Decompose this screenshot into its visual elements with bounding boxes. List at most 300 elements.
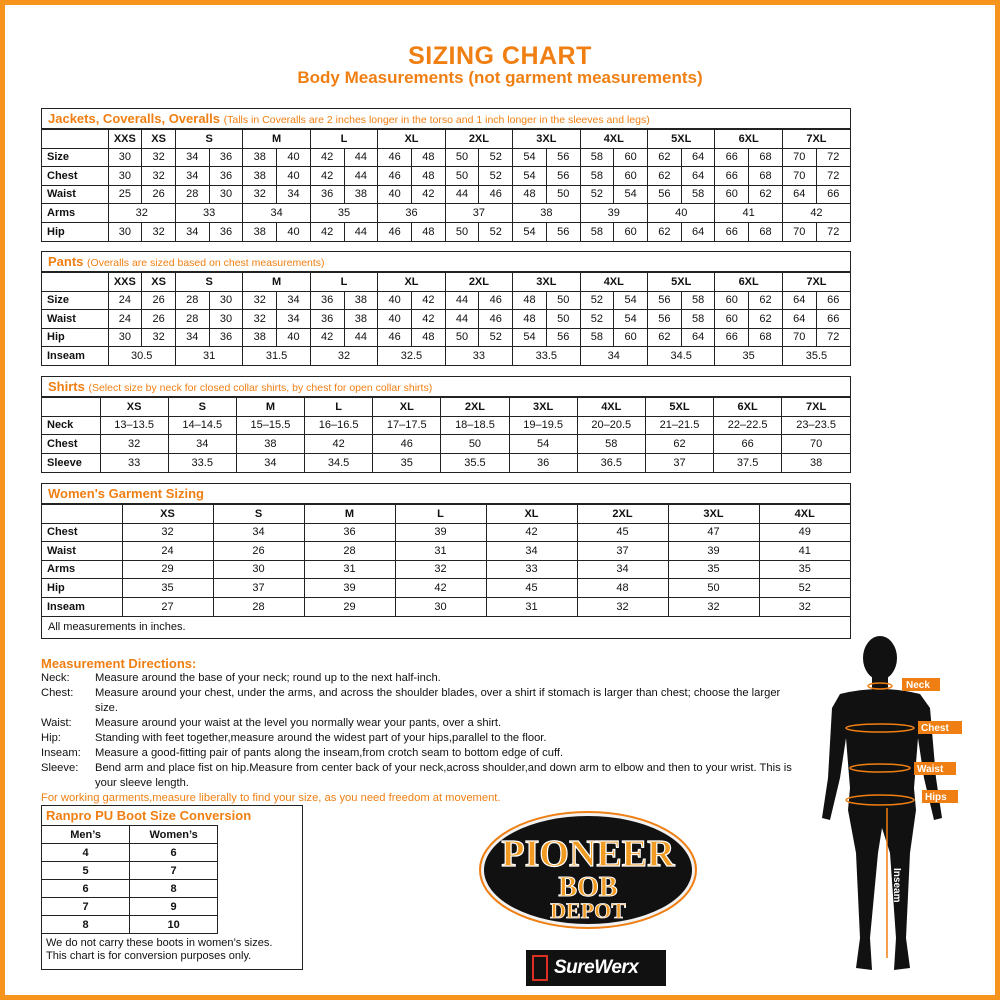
table-row [42, 597, 850, 616]
table-row [42, 204, 850, 223]
value-cell: 60 [614, 148, 648, 167]
boot-col-women: Women’s [130, 826, 218, 844]
row-label: Inseam [42, 347, 108, 366]
size-header-cell: L [395, 505, 486, 524]
value-cell: 32 [142, 167, 176, 186]
table-row [42, 453, 850, 472]
value-cell: 17–17.5 [373, 416, 441, 435]
row-label: Waist [42, 185, 108, 204]
value-cell: 66 [816, 185, 850, 204]
page-subtitle: Body Measurements (not garment measurements) [297, 68, 703, 87]
size-header-cell: XL [373, 398, 441, 417]
value-cell: 32 [108, 204, 175, 223]
value-cell: 24 [108, 291, 142, 310]
value-cell: 31 [486, 597, 577, 616]
size-header-row [42, 273, 850, 292]
table-row [42, 435, 850, 454]
value-cell: 50 [445, 328, 479, 347]
boot-men-size: 8 [42, 916, 130, 934]
value-cell: 32 [100, 435, 168, 454]
value-cell: 38 [243, 222, 277, 241]
size-header-cell: XS [100, 398, 168, 417]
value-cell: 49 [759, 523, 850, 542]
size-header-cell: S [175, 273, 242, 292]
table-row [42, 880, 218, 898]
row-label: Waist [42, 310, 108, 329]
value-cell: 70 [782, 167, 816, 186]
value-cell: 40 [648, 204, 715, 223]
value-cell: 62 [648, 222, 682, 241]
value-cell: 60 [614, 167, 648, 186]
size-header-cell: 5XL [648, 273, 715, 292]
value-cell: 52 [479, 328, 513, 347]
value-cell: 15–15.5 [236, 416, 304, 435]
direction-item [41, 686, 801, 716]
surewerx-logo [526, 950, 666, 986]
value-cell: 30 [108, 167, 142, 186]
value-cell: 35.5 [441, 453, 509, 472]
value-cell: 44 [445, 185, 479, 204]
size-header-cell: 3XL [668, 505, 759, 524]
table-row [42, 416, 850, 435]
size-header-cell: 4XL [580, 130, 647, 149]
size-header-cell: 7XL [782, 130, 850, 149]
table-row [42, 148, 850, 167]
value-cell: 42 [310, 167, 344, 186]
pioneer-bob-depot-logo [476, 808, 700, 932]
value-cell: 68 [749, 148, 783, 167]
value-cell: 46 [378, 167, 412, 186]
value-cell: 42 [310, 148, 344, 167]
value-cell: 24 [122, 542, 213, 561]
value-cell: 50 [441, 435, 509, 454]
value-cell: 68 [749, 328, 783, 347]
direction-text: Measure around your waist at the level you normally wear your pants, over a shirt. [95, 717, 502, 729]
value-cell: 70 [782, 222, 816, 241]
value-cell: 66 [816, 291, 850, 310]
value-cell: 34 [580, 347, 647, 366]
boot-men-size: 5 [42, 862, 130, 880]
figure-waist-label: Waist [917, 764, 944, 775]
value-cell: 72 [816, 222, 850, 241]
directions-heading: Measurement Directions: [41, 656, 197, 671]
value-cell: 44 [445, 310, 479, 329]
value-cell: 40 [277, 222, 311, 241]
value-cell: 40 [277, 167, 311, 186]
value-cell: 37.5 [714, 453, 782, 472]
row-label: Hip [42, 328, 108, 347]
table-row [42, 347, 850, 366]
boot-women-size: 10 [130, 916, 218, 934]
value-cell: 42 [395, 579, 486, 598]
pants-grid [42, 272, 850, 365]
value-cell: 32.5 [378, 347, 445, 366]
value-cell: 30.5 [108, 347, 175, 366]
value-cell: 62 [749, 291, 783, 310]
value-cell: 58 [580, 167, 614, 186]
size-header-cell: 3XL [513, 273, 580, 292]
shirts-header [42, 377, 850, 397]
size-header-cell: 4XL [577, 398, 645, 417]
value-cell: 35 [122, 579, 213, 598]
value-cell: 26 [142, 185, 176, 204]
value-cell: 39 [304, 579, 395, 598]
value-cell: 34 [175, 328, 209, 347]
value-cell: 33 [486, 560, 577, 579]
jackets-header [42, 109, 850, 129]
value-cell: 48 [513, 291, 547, 310]
boot-conversion [41, 805, 303, 970]
boot-grid [42, 825, 218, 934]
value-cell: 66 [715, 222, 749, 241]
directions-tip: For working garments,measure liberally to find your size, as you need freedom at movement. [41, 792, 501, 804]
table-row [42, 523, 850, 542]
value-cell: 34 [243, 204, 310, 223]
value-cell: 62 [648, 328, 682, 347]
value-cell: 36 [209, 148, 243, 167]
value-cell: 27 [122, 597, 213, 616]
value-cell: 48 [411, 167, 445, 186]
value-cell: 35 [668, 560, 759, 579]
value-cell: 62 [749, 185, 783, 204]
size-header-cell: S [213, 505, 304, 524]
value-cell: 54 [509, 435, 577, 454]
value-cell: 37 [645, 453, 713, 472]
value-cell: 39 [668, 542, 759, 561]
value-cell: 46 [378, 148, 412, 167]
value-cell: 19–19.5 [509, 416, 577, 435]
value-cell: 32 [243, 185, 277, 204]
value-cell: 68 [749, 222, 783, 241]
value-cell: 38 [782, 453, 850, 472]
value-cell: 36 [310, 310, 344, 329]
value-cell: 72 [816, 167, 850, 186]
value-cell: 42 [411, 310, 445, 329]
value-cell: 64 [681, 167, 715, 186]
value-cell: 26 [142, 310, 176, 329]
value-cell: 52 [580, 185, 614, 204]
row-label: Chest [42, 167, 108, 186]
direction-item [41, 731, 801, 746]
boot-women-size: 6 [130, 844, 218, 862]
value-cell: 38 [344, 310, 378, 329]
value-cell: 64 [782, 310, 816, 329]
boot-note-1: We do not carry these boots in women’s sizes. [46, 937, 273, 949]
value-cell: 32 [243, 310, 277, 329]
women-footnote: All measurements in inches. [42, 616, 850, 638]
value-cell: 60 [614, 222, 648, 241]
value-cell: 54 [513, 148, 547, 167]
value-cell: 32 [142, 148, 176, 167]
value-cell: 70 [782, 148, 816, 167]
value-cell: 37 [213, 579, 304, 598]
value-cell: 40 [277, 148, 311, 167]
value-cell: 31 [395, 542, 486, 561]
value-cell: 42 [782, 204, 850, 223]
size-header-cell: L [305, 398, 373, 417]
value-cell: 20–20.5 [577, 416, 645, 435]
row-label: Arms [42, 204, 108, 223]
boot-note [42, 934, 302, 966]
value-cell: 33 [100, 453, 168, 472]
value-cell: 26 [213, 542, 304, 561]
women-header [42, 484, 850, 504]
value-cell: 33.5 [513, 347, 580, 366]
row-label: Inseam [42, 597, 122, 616]
logo-line2: BOB [558, 872, 618, 903]
value-cell: 30 [209, 185, 243, 204]
value-cell: 58 [577, 435, 645, 454]
size-header-cell: XS [142, 130, 176, 149]
corner-cell [42, 505, 122, 524]
value-cell: 23–23.5 [782, 416, 850, 435]
value-cell: 30 [108, 222, 142, 241]
value-cell: 36 [209, 328, 243, 347]
value-cell: 62 [749, 310, 783, 329]
size-header-cell: M [243, 273, 310, 292]
value-cell: 40 [378, 185, 412, 204]
table-row [42, 560, 850, 579]
size-header-cell: XL [378, 130, 445, 149]
value-cell: 38 [243, 167, 277, 186]
value-cell: 42 [411, 185, 445, 204]
size-header-cell: XS [122, 505, 213, 524]
value-cell: 66 [715, 167, 749, 186]
row-label: Hip [42, 222, 108, 241]
size-header-cell: XS [142, 273, 176, 292]
value-cell: 50 [445, 167, 479, 186]
direction-item [41, 671, 801, 686]
size-header-cell: 5XL [648, 130, 715, 149]
value-cell: 64 [681, 148, 715, 167]
value-cell: 38 [513, 204, 580, 223]
value-cell: 45 [486, 579, 577, 598]
value-cell: 48 [577, 579, 668, 598]
shirts-grid [42, 397, 850, 472]
value-cell: 66 [715, 148, 749, 167]
row-label: Size [42, 291, 108, 310]
boot-men-size: 4 [42, 844, 130, 862]
boot-women-size: 8 [130, 880, 218, 898]
value-cell: 58 [681, 310, 715, 329]
pants-heading: Pants [48, 254, 84, 269]
value-cell: 30 [209, 310, 243, 329]
direction-text: Measure a good-fitting pair of pants along the inseam,from crotch seam to bottom edge of cuff. [95, 747, 564, 759]
direction-text: Standing with feet together,measure around the widest part of your hips,parallel to the floor. [95, 732, 547, 744]
value-cell: 13–13.5 [100, 416, 168, 435]
value-cell: 72 [816, 328, 850, 347]
boot-header-row [42, 826, 218, 844]
value-cell: 36 [304, 523, 395, 542]
figure-inseam-label: Inseam [891, 868, 902, 903]
value-cell: 24 [108, 310, 142, 329]
table-row [42, 185, 850, 204]
direction-key: Neck: [41, 672, 70, 684]
value-cell: 44 [445, 291, 479, 310]
value-cell: 50 [546, 310, 580, 329]
value-cell: 45 [577, 523, 668, 542]
corner-cell [42, 130, 108, 149]
size-header-cell: XL [378, 273, 445, 292]
value-cell: 40 [378, 310, 412, 329]
value-cell: 54 [614, 291, 648, 310]
value-cell: 31 [175, 347, 242, 366]
value-cell: 40 [277, 328, 311, 347]
value-cell: 52 [479, 222, 513, 241]
value-cell: 44 [344, 328, 378, 347]
value-cell: 42 [411, 291, 445, 310]
value-cell: 35.5 [782, 347, 850, 366]
jackets-heading: Jackets, Coveralls, Overalls [48, 111, 221, 126]
value-cell: 58 [580, 148, 614, 167]
shirts-note: (Select size by neck for closed collar shirts, by chest for open collar shirts) [88, 382, 433, 394]
body-measurement-figure [810, 628, 970, 983]
value-cell: 41 [715, 204, 782, 223]
value-cell: 34.5 [648, 347, 715, 366]
value-cell: 42 [310, 328, 344, 347]
value-cell: 58 [580, 328, 614, 347]
value-cell: 50 [445, 222, 479, 241]
value-cell: 32 [122, 523, 213, 542]
page-title: SIZING CHART [408, 42, 592, 70]
value-cell: 36.5 [577, 453, 645, 472]
size-header-cell: 7XL [782, 273, 850, 292]
value-cell: 38 [243, 148, 277, 167]
logo-graphic [476, 808, 700, 932]
women-grid [42, 504, 850, 616]
value-cell: 38 [236, 435, 304, 454]
direction-key: Inseam: [41, 747, 81, 759]
value-cell: 37 [577, 542, 668, 561]
size-header-cell: 5XL [645, 398, 713, 417]
value-cell: 39 [395, 523, 486, 542]
value-cell: 56 [546, 328, 580, 347]
table-row [42, 862, 218, 880]
value-cell: 26 [142, 291, 176, 310]
direction-key: Hip: [41, 732, 61, 744]
value-cell: 35 [715, 347, 782, 366]
corner-cell [42, 398, 100, 417]
value-cell: 62 [648, 148, 682, 167]
size-header-cell: S [175, 130, 242, 149]
value-cell: 58 [580, 222, 614, 241]
value-cell: 36 [378, 204, 445, 223]
value-cell: 44 [344, 222, 378, 241]
value-cell: 64 [681, 222, 715, 241]
size-header-cell: XXS [108, 273, 142, 292]
value-cell: 36 [509, 453, 577, 472]
value-cell: 33 [175, 204, 242, 223]
value-cell: 54 [614, 310, 648, 329]
value-cell: 33.5 [168, 453, 236, 472]
figure-chest-label: Chest [921, 723, 949, 734]
value-cell: 46 [378, 222, 412, 241]
value-cell: 42 [310, 222, 344, 241]
direction-text: Bend arm and place fist on hip.Measure from center back of your neck,across shoulder,and down arm to elbow and then to your wrist. This is your sleeve length. [95, 762, 792, 789]
size-header-row [42, 130, 850, 149]
value-cell: 34 [277, 310, 311, 329]
size-header-cell: 4XL [759, 505, 850, 524]
value-cell: 32 [759, 597, 850, 616]
value-cell: 48 [513, 310, 547, 329]
table-row [42, 844, 218, 862]
boot-heading: Ranpro PU Boot Size Conversion [46, 808, 252, 823]
value-cell: 46 [479, 310, 513, 329]
value-cell: 25 [108, 185, 142, 204]
value-cell: 66 [714, 435, 782, 454]
row-label: Chest [42, 435, 100, 454]
size-header-cell: 7XL [782, 398, 850, 417]
jackets-table [41, 108, 851, 242]
value-cell: 36 [310, 291, 344, 310]
size-header-cell: L [310, 273, 377, 292]
value-cell: 34.5 [305, 453, 373, 472]
value-cell: 48 [411, 148, 445, 167]
value-cell: 56 [648, 185, 682, 204]
value-cell: 52 [580, 291, 614, 310]
value-cell: 29 [122, 560, 213, 579]
direction-key: Waist: [41, 717, 72, 729]
direction-text: Measure around your chest, under the arms, and across the shoulder blades, over a shirt if stomach is larger than chest; choose the larger size. [95, 687, 781, 714]
value-cell: 46 [373, 435, 441, 454]
size-header-cell: 3XL [513, 130, 580, 149]
value-cell: 64 [782, 291, 816, 310]
corner-cell [42, 273, 108, 292]
value-cell: 60 [715, 291, 749, 310]
size-header-row [42, 398, 850, 417]
women-heading: Women's Garment Sizing [48, 486, 204, 501]
women-table [41, 483, 851, 639]
value-cell: 34 [577, 560, 668, 579]
value-cell: 50 [546, 291, 580, 310]
value-cell: 48 [411, 328, 445, 347]
jackets-grid [42, 129, 850, 241]
value-cell: 50 [668, 579, 759, 598]
value-cell: 18–18.5 [441, 416, 509, 435]
value-cell: 42 [305, 435, 373, 454]
value-cell: 50 [546, 185, 580, 204]
value-cell: 28 [175, 310, 209, 329]
value-cell: 30 [108, 148, 142, 167]
value-cell: 30 [395, 597, 486, 616]
value-cell: 38 [344, 291, 378, 310]
figure-hips-label: Hips [925, 792, 947, 803]
value-cell: 54 [614, 185, 648, 204]
value-cell: 58 [681, 291, 715, 310]
pants-header [42, 252, 850, 272]
value-cell: 58 [681, 185, 715, 204]
value-cell: 46 [479, 185, 513, 204]
row-label: Chest [42, 523, 122, 542]
value-cell: 21–21.5 [645, 416, 713, 435]
value-cell: 32 [142, 222, 176, 241]
size-header-cell: 2XL [577, 505, 668, 524]
value-cell: 35 [310, 204, 377, 223]
value-cell: 34 [277, 291, 311, 310]
size-header-cell: M [243, 130, 310, 149]
value-cell: 33 [445, 347, 512, 366]
value-cell: 31.5 [243, 347, 310, 366]
size-header-cell: M [304, 505, 395, 524]
boot-women-size: 9 [130, 898, 218, 916]
value-cell: 32 [577, 597, 668, 616]
logo-line1: PIONEER [501, 833, 675, 875]
measurement-directions [41, 656, 801, 806]
value-cell: 52 [479, 167, 513, 186]
table-row [42, 916, 218, 934]
size-header-cell: XXS [108, 130, 142, 149]
value-cell: 14–14.5 [168, 416, 236, 435]
